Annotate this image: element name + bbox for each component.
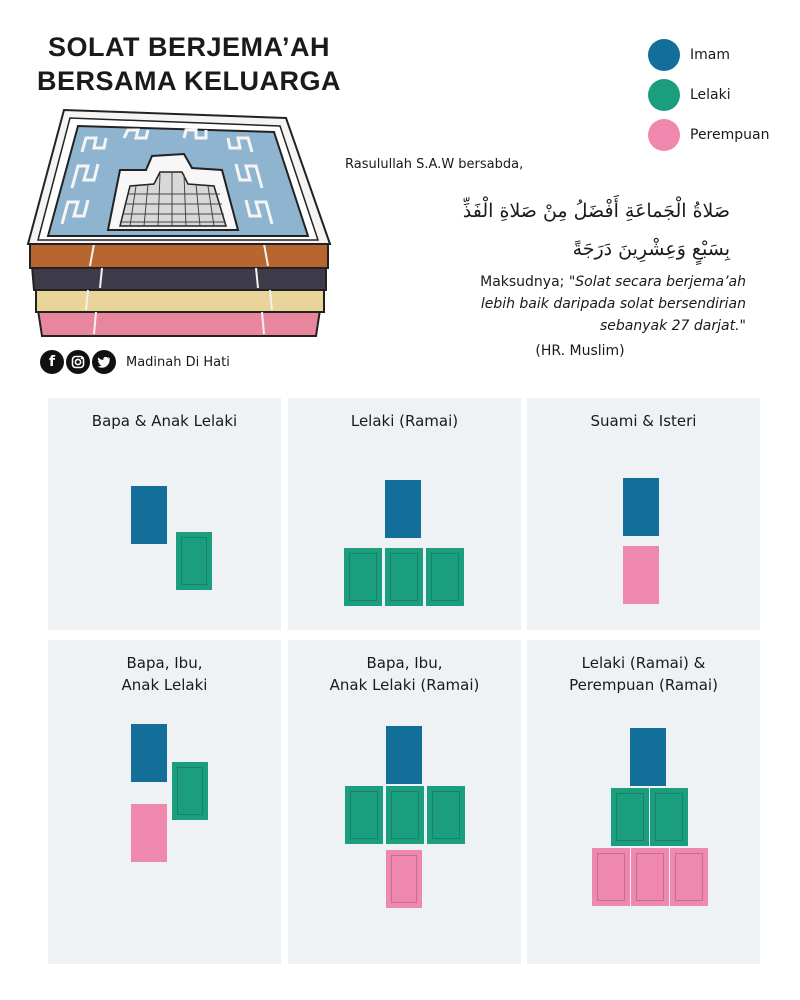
- jamaah-formations: [48, 398, 758, 964]
- legend-label-lelaki: Lelaki: [690, 87, 731, 103]
- page-title: [24, 30, 354, 98]
- imam-mat: [386, 726, 422, 784]
- lelaki-mat: [172, 762, 208, 820]
- perempuan-mat: [670, 848, 708, 906]
- perempuan-mat: [131, 804, 167, 862]
- lelaki-mat: [611, 788, 649, 846]
- lelaki-mat: [427, 786, 465, 844]
- quote-lead: Rasulullah S.A.W bersabda,: [345, 157, 524, 172]
- imam-mat: [131, 486, 167, 544]
- panel-lelaki-perempuan-ramai: [527, 640, 760, 964]
- imam-mat: [385, 480, 421, 538]
- legend: [648, 36, 769, 156]
- hadith-arabic-line-2: بِسَبْعٍ وَعِشْرِينَ دَرَجَةً: [572, 238, 730, 260]
- panel-title: Lelaki (Ramai): [350, 412, 459, 430]
- title-line-2: BERSAMA KELUARGA: [37, 66, 341, 96]
- legend-item-perempuan: [648, 116, 769, 154]
- legend-item-lelaki: [648, 76, 769, 114]
- panel-title: Bapa, Ibu, Anak Lelaki: [121, 654, 208, 694]
- twitter-icon[interactable]: [92, 350, 116, 374]
- panel-bapa-anak-lelaki: [48, 398, 281, 630]
- hadith-meaning: [412, 271, 746, 337]
- imam-mat: [131, 724, 167, 782]
- panel-title: Bapa, Ibu, Anak Lelaki (Ramai): [329, 654, 480, 694]
- panel-lelaki-ramai: [288, 398, 521, 630]
- meaning-line-2: lebih baik daripada solat bersendirian: [480, 296, 746, 312]
- panel-bapa-ibu-anak-lelaki-ramai: [288, 640, 521, 964]
- legend-label-imam: Imam: [690, 47, 730, 63]
- legend-swatch-lelaki: [648, 79, 680, 111]
- lelaki-mat: [345, 786, 383, 844]
- imam-mat: [630, 728, 666, 786]
- perempuan-mat: [623, 546, 659, 604]
- legend-label-perempuan: Perempuan: [690, 127, 770, 143]
- panel-title: Lelaki (Ramai) & Perempuan (Ramai): [569, 654, 718, 694]
- hadith-arabic: [400, 192, 730, 268]
- brand-name: Madinah Di Hati: [126, 354, 230, 370]
- perempuan-mat: [592, 848, 630, 906]
- lelaki-mat: [176, 532, 212, 590]
- lelaki-mat: [386, 786, 424, 844]
- legend-swatch-perempuan: [648, 119, 680, 151]
- hadith-source: (HR. Muslim): [535, 343, 625, 359]
- legend-item-imam: [648, 36, 769, 74]
- panel-title: Bapa & Anak Lelaki: [91, 412, 238, 430]
- hadith-arabic-line-1: صَلاةُ الْجَماعَةِ أَفْضَلُ مِنْ صَلاةِ الْفَذِّ: [462, 200, 730, 222]
- panel-title: Suami & Isteri: [590, 412, 697, 430]
- instagram-icon[interactable]: [66, 350, 90, 374]
- lelaki-mat: [650, 788, 688, 846]
- lelaki-mat: [344, 548, 382, 606]
- facebook-icon[interactable]: f: [40, 350, 64, 374]
- perempuan-mat: [386, 850, 422, 908]
- title-line-1: SOLAT BERJEMA’AH: [47, 32, 331, 62]
- meaning-line-1: "Solat secara berjema’ah: [568, 274, 746, 290]
- lelaki-mat: [426, 548, 464, 606]
- panel-suami-isteri: [527, 398, 760, 630]
- perempuan-mat: [631, 848, 669, 906]
- social-links: [40, 350, 230, 374]
- meaning-line-3: sebanyak 27 darjat.": [599, 318, 746, 334]
- prayer-mats-illustration: [24, 104, 334, 340]
- imam-mat: [623, 478, 659, 536]
- panel-bapa-ibu-anak-lelaki: [48, 640, 281, 964]
- meaning-lead: Maksudnya;: [480, 274, 569, 290]
- lelaki-mat: [385, 548, 423, 606]
- legend-swatch-imam: [648, 39, 680, 71]
